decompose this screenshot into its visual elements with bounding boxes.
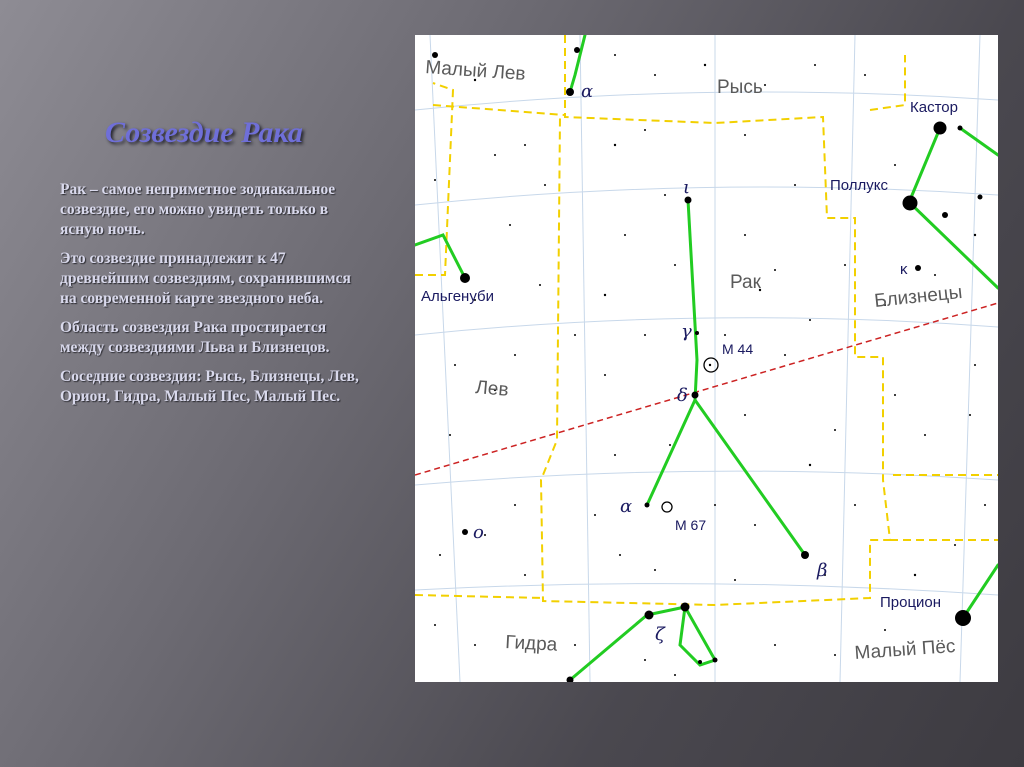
label-m44: M 44 xyxy=(722,341,754,357)
constellation-boundaries xyxy=(415,35,998,605)
label-alpha-cancer: α xyxy=(620,496,633,517)
star-map-svg xyxy=(415,35,998,682)
star-procyon xyxy=(955,610,971,626)
star-algenubi xyxy=(460,273,470,283)
label-beta: β xyxy=(817,560,828,581)
label-omicron: ο xyxy=(473,522,484,543)
slide-title: Созвездие Рака xyxy=(105,116,303,149)
star-zeta xyxy=(645,611,654,620)
greek-labels xyxy=(473,81,827,645)
label-kappa: κ xyxy=(900,261,908,278)
label-procyon: Процион xyxy=(880,594,942,611)
label-cancer: Рак xyxy=(730,272,761,293)
slide-body xyxy=(60,180,370,416)
label-pollux: Поллукс xyxy=(830,177,889,194)
star-pollux xyxy=(903,196,918,211)
coordinate-grid xyxy=(415,35,998,682)
label-leo-minor: Малый Лев xyxy=(424,57,527,85)
star-alpha-leo-minor xyxy=(566,88,574,96)
cluster-m67-icon xyxy=(662,502,672,512)
label-algenubi: Альгенуби xyxy=(421,288,494,305)
label-delta: δ xyxy=(677,385,688,406)
label-canis-minor: Малый Пёс xyxy=(853,635,957,664)
star-beta xyxy=(801,551,809,559)
label-iota: ι xyxy=(683,177,691,198)
label-alpha-leo-minor: α xyxy=(581,81,594,102)
label-castor: Кастор xyxy=(910,99,958,116)
constellation-figures xyxy=(415,35,998,680)
label-lynx: Рысь xyxy=(717,77,763,98)
label-hydra: Гидра xyxy=(504,632,558,656)
label-zeta: ζ xyxy=(655,624,665,645)
paragraph-neighbors: Соседние созвездия: Рысь, Близнецы, Лев, Орион, Гидра, Малый Пес, Малый Пес. xyxy=(60,368,359,405)
star-delta xyxy=(692,392,699,399)
star-castor xyxy=(934,122,947,135)
star-alpha-cancer xyxy=(645,503,650,508)
label-m67: M 67 xyxy=(675,517,707,533)
star-map-image xyxy=(415,35,998,682)
bright-stars xyxy=(432,47,983,682)
star-clusters xyxy=(662,358,718,512)
star-omicron xyxy=(462,529,468,535)
paragraph-history: Это созвездие принадлежит к 47 древнейшим созвездиям, сохранившимся на современной карте звездного неба. xyxy=(60,250,351,307)
star-labels xyxy=(421,99,958,611)
star-kappa xyxy=(915,265,921,271)
paragraph-description: Рак – самое неприметное зодиакальное созвездие, его можно увидеть только в ясную ночь. xyxy=(60,181,336,238)
paragraph-region: Область созвездия Рака простирается между созвездиями Льва и Близнецов. xyxy=(60,319,330,356)
label-gamma: γ xyxy=(681,321,692,342)
star-gamma xyxy=(695,331,699,335)
label-gemini: Близнецы xyxy=(873,281,964,312)
label-leo: Лев xyxy=(474,377,510,401)
